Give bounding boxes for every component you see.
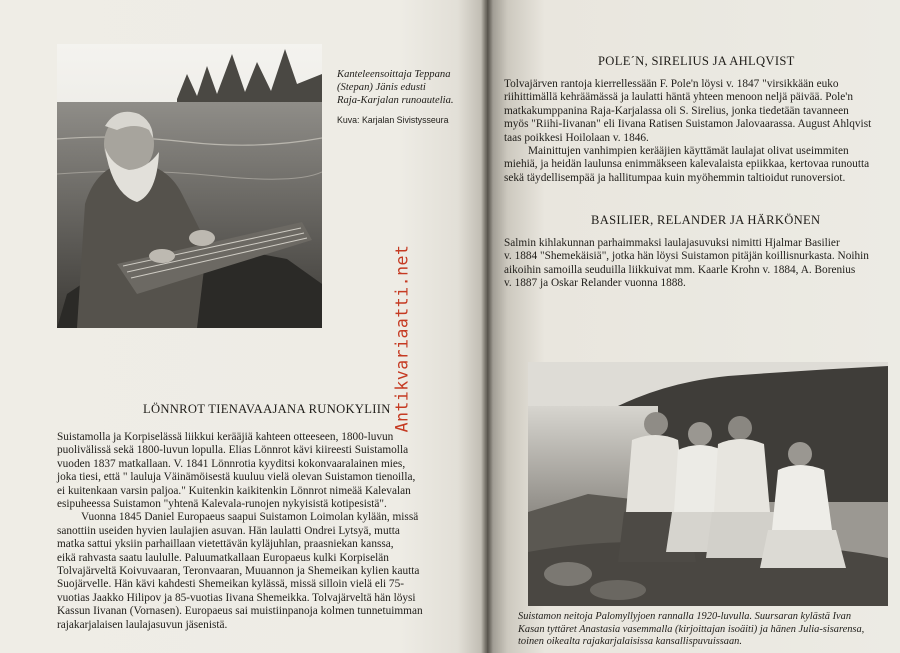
text-line: vuotias Jaakko Hilipov ja 85-vuotias Iivana Shemeikka. Tolvajärveltä hän löysi (57, 591, 416, 604)
text-line: Mainittujen vanhimpien kerääjien käyttämät laulajat olivat useimmiten (528, 145, 849, 158)
text-line: Tolvajärveltä Koivuvaaran, Teronvaaran, Muuannon ja Shemeikan kylien kautta (57, 565, 420, 578)
suistamo-maidens-photo (528, 362, 888, 606)
section-heading-lonnrot: LÖNNROT TIENAVAAJANA RUNOKYLIIN (143, 402, 391, 416)
text-line: aikoihin samoilla seuduilla liikkuivat mm. Kaarle Krohn v. 1884, A. Borenius (504, 263, 856, 276)
right-body-text-2 (504, 237, 869, 291)
text-line: esipuheessa Suistamon "yhtenä Kalevala-runojen nykyisistä kotipesistä". (57, 498, 387, 511)
section-heading-basilier: BASILIER, RELANDER JA HÄRKÖNEN (591, 213, 821, 227)
text-line: Kassun Iivanan (Vornasen). Europaeus sai muistiinpanoja kolmen tunnetuimman (57, 605, 423, 618)
text-line: miehiä, ja heidän laulunsa enimmäkseen kalevalaista epiikkaa, kertovaa runoutta (504, 158, 870, 171)
text-line: eikä rahvasta saatu laululle. Paluumatkallaan Europaeus kulki Korpiselän (57, 551, 389, 564)
book-gutter (481, 0, 493, 653)
text-line: rajakarjalaisen laulajasuvun jäsenistä. (57, 618, 228, 631)
caption-line: Kanteleensoittaja Teppana (337, 69, 451, 80)
text-line: Vuonna 1845 Daniel Europaeus saapui Suistamon Loimolan kylään, missä (81, 511, 419, 524)
text-line: matkakumppanina Raja-Karjalassa oli S. Sirelius, jonka tiedetään tavanneen (504, 104, 849, 117)
text-line: Suistamolla ja Korpiselässä liikkui kerääjiä kahteen otteeseen, 1800-luvun (57, 431, 394, 443)
left-photo-caption (337, 68, 461, 127)
right-photo-caption (518, 611, 900, 649)
caption-line: (Stepan) Jänis edusti (337, 82, 426, 93)
text-line: v. 1884 "Shemekäisiä", jotka hän löysi Suistamon pitäjän koillisnurkasta. Noihin (504, 250, 869, 263)
caption-line: Kasan tyttäret Anastasia vasemmalla (kirjoittajan isoäiti) ja hänen Julia-sisarensa, (518, 623, 865, 635)
text-line: Salmin kihlakunnan parhaimmaksi laulajasuvuksi nimitti Hjalmar Basilier (504, 237, 840, 249)
section-heading-pole: POLE´N, SIRELIUS JA AHLQVIST (598, 54, 795, 68)
text-line: matka sattui yksiin parhaillaan vietettävän kyläjuhlan, praasniekan kanssa, (57, 538, 394, 551)
text-line: sanottiin useiden hyvien laulajien asuvan. Hän laulatti Ondrei Lytsyä, mutta (57, 524, 400, 537)
caption-line: Raja-Karjalan runoautelia. (337, 95, 454, 106)
text-line: myös "Riihi-Iivanan" eli Iivana Ratisen Suistamon Jalovaarassa. August Ahlqvist (504, 118, 872, 131)
text-line: puolivälissä sekä 1800-luvun lopulla. Elias Lönnrot kävi kiireesti Suistamolla (57, 444, 409, 457)
text-line: sekä täydellisempää ja hallitumpaa kuin myöhemmin taltioidut runoversiot. (504, 171, 846, 184)
text-line: Tolvajärven rantoja kierrellessään F. Pole'n löysi v. 1847 "virsikkään euko (504, 78, 839, 90)
text-line: joka tiesi, että " lauluja Väinämöisestä kuuluu vielä olevan Suistamon tienoilla, (57, 471, 416, 484)
text-line: v. 1887 ja Oskar Relander vuonna 1888. (504, 277, 686, 290)
text-line: taas poikkesi Hoilolaan v. 1846. (504, 131, 649, 144)
watermark-text: Antikvariaatti.net (392, 244, 412, 432)
photo-credit: Kuva: Karjalan Sivistysseura (337, 115, 449, 125)
kantele-player-photo (57, 44, 322, 328)
right-body-text-1 (504, 78, 871, 185)
watermark-stamp (387, 238, 417, 438)
text-line: Suojärvelle. Hän kävi kahdesti Shemeikan kylässä, missä silloin vielä eli 75- (57, 578, 404, 591)
text-line: vuoden 1837 matkallaan. V. 1841 Lönnrotia kyyditsi kokonvaaralainen mies, (57, 457, 406, 470)
left-body-text (57, 431, 423, 632)
caption-line: toinen oikealta rajakarjalaisissa kansallispuvuissaan. (518, 636, 742, 648)
text-line: riihittimällä kehräämässä ja laulatti häntä yhteen menoon neljä päivää. Pole'n (504, 91, 853, 104)
text-line: ei kuitenkaan varsin paljoa." Kuitenkin kaikitenkin Lönnrot nimeää Kalevalan (57, 484, 411, 497)
caption-line: Suistamon neitoja Palomyllyjoen rannalla 1920-luvulla. Suursaran kylästä Ivan (518, 611, 852, 622)
